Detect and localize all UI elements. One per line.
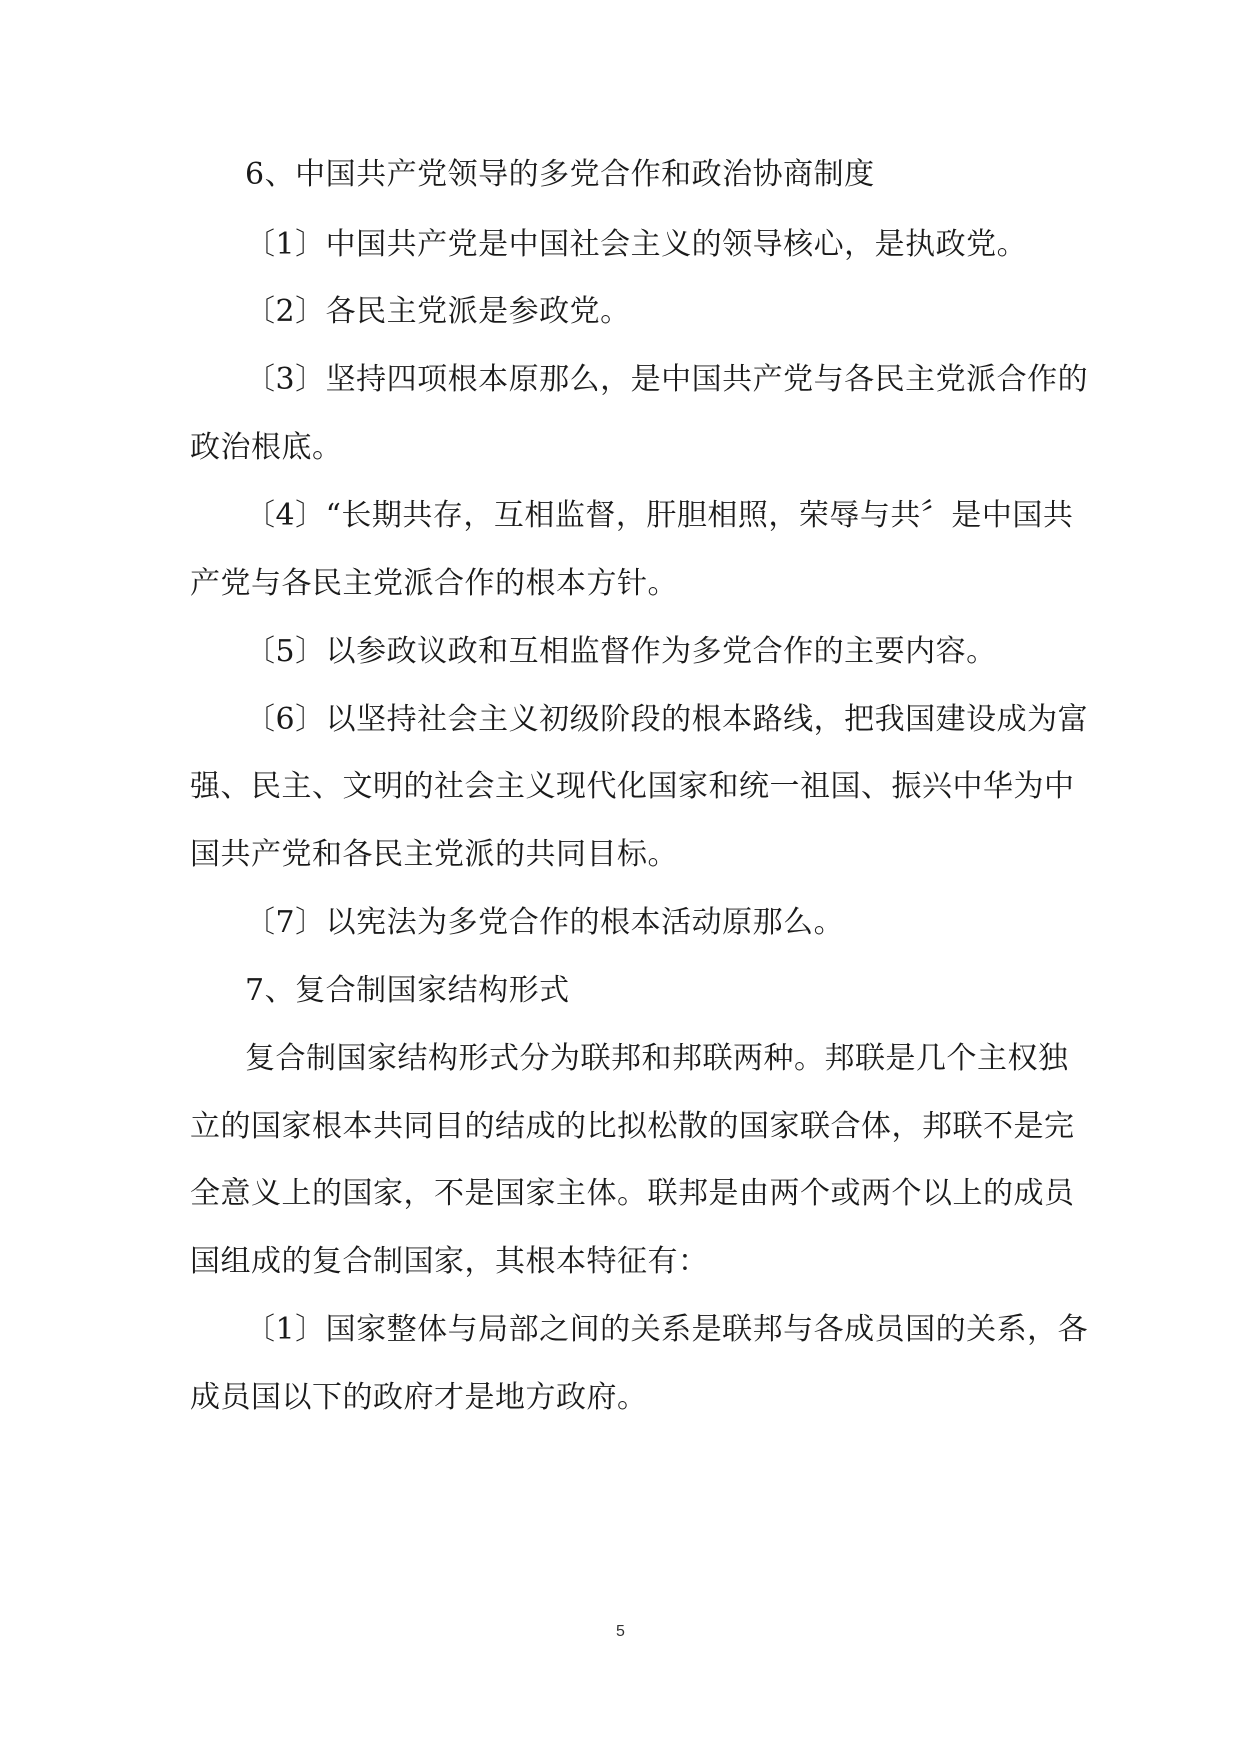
paragraph-line: 复合制国家结构形式分为联邦和邦联两种。邦联是几个主权独 [245,1041,1069,1076]
paragraph-line: 国组成的复合制国家，其根本特征有： [190,1244,709,1279]
paragraph-line: 立的国家根本共同目的结成的比拟松散的国家联合体，邦联不是完 [190,1109,1075,1144]
heading-section-7: 7、复合制国家结构形式 [245,973,570,1008]
paragraph-line: 〔3〕坚持四项根本原那么，是中国共产党与各民主党派合作的 [245,362,1089,397]
paragraph-line: 〔4〕“长期共存，互相监督，肝胆相照，荣辱与共〞是中国共 [245,498,1074,533]
page-number: 5 [616,1623,625,1640]
paragraph-line: 强、民主、文明的社会主义现代化国家和统一祖国、振兴中华为中 [190,769,1075,804]
paragraph-line: 产党与各民主党派合作的根本方针。 [190,566,678,601]
paragraph-line: 成员国以下的政府才是地方政府。 [190,1380,648,1415]
paragraph-line: 〔1〕国家整体与局部之间的关系是联邦与各成员国的关系，各 [245,1312,1089,1347]
paragraph-line: 〔7〕以宪法为多党合作的根本活动原那么。 [245,905,845,940]
paragraph-line: 〔6〕以坚持社会主义初级阶段的根本路线，把我国建设成为富 [245,702,1089,737]
paragraph-line: 全意义上的国家，不是国家主体。联邦是由两个或两个以上的成员 [190,1176,1075,1211]
paragraph-line: 〔2〕各民主党派是参政党。 [245,294,631,329]
paragraph-line: 〔1〕中国共产党是中国社会主义的领导核心，是执政党。 [245,227,1028,262]
paragraph-line: 政治根底。 [190,430,343,465]
paragraph-line: 国共产党和各民主党派的共同目标。 [190,837,678,872]
paragraph-line: 〔5〕以参政议政和互相监督作为多党合作的主要内容。 [245,634,997,669]
heading-section-6: 6、中国共产党领导的多党合作和政治协商制度 [245,157,875,192]
